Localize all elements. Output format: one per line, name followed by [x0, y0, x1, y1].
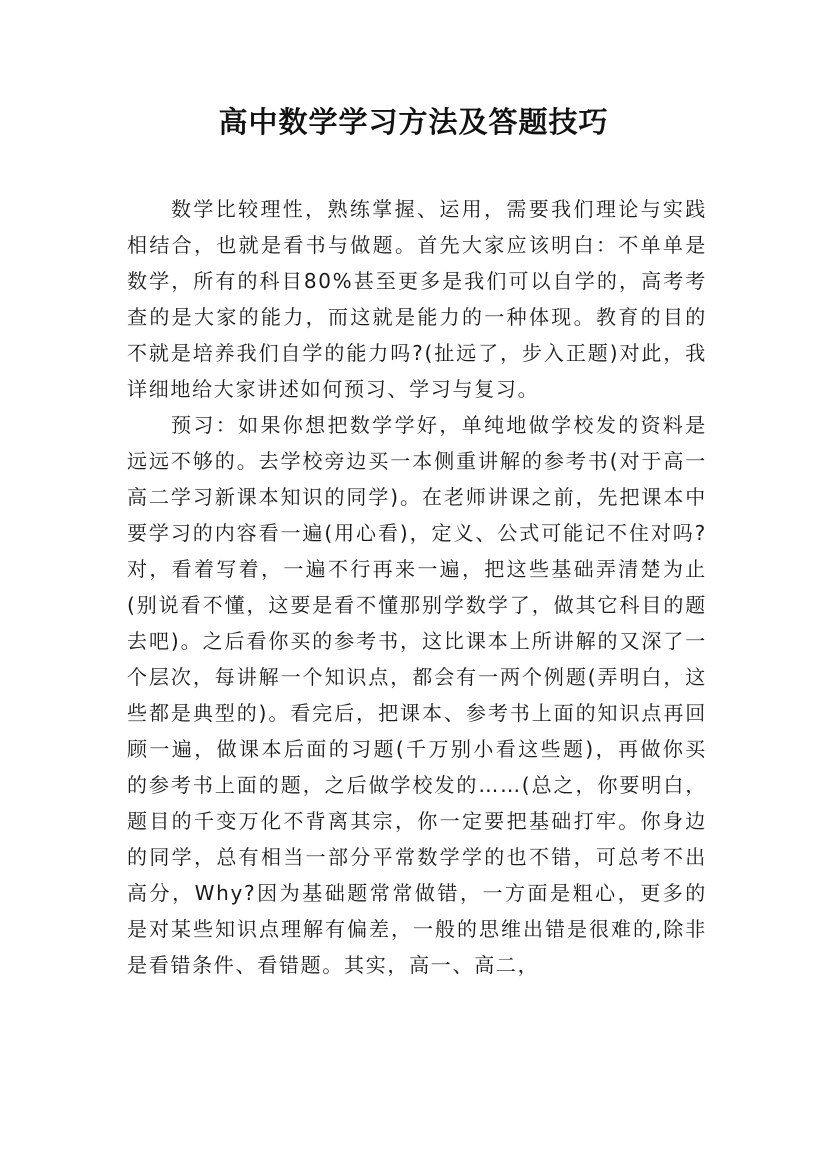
paragraph-intro: 数学比较理性，熟练掌握、运用，需要我们理论与实践相结合，也就是看书与做题。首先大家应该明白：不单单是数学，所有的科目80%甚至更多是我们可以自学的，高考考查的是大家的能力，而这就是能力的一种体现。教育的目的不就是培养我们自学的能力吗?(扯远了，步入正题)对此，我详细地给大家讲述如何预习、学习与复习。 — [127, 197, 707, 401]
document-body — [127, 191, 707, 983]
document-title: 高中数学学习方法及答题技巧 — [218, 105, 609, 139]
paragraph-preview: 预习：如果你想把数学学好，单纯地做学校发的资料是远远不够的。去学校旁边买一本侧重讲解的参考书(对于高一高二学习新课本知识的同学)。在老师讲课之前，先把课本中要学习的内容看一遍(用心看)，定义、公式可能记不住对吗?对，看着写着，一遍不行再来一遍，把这些基础弄清楚为止(别说看不懂，这要是看不懂那别学数学了，做其它科目的题去吧)。之后看你买的参考书，这比课本上所讲解的又深了一个层次，每讲解一个知识点，都会有一两个例题(弄明白，这些都是典型的)。看完后，把课本、参考书上面的知识点再回顾一遍，做课本后面的习题(千万别小看这些题)，再做你买的参考书上面的题，之后做学校发的……(总之，你要明白，题目的千变万化不背离其宗，你一定要把基础打牢。你身边的同学，总有相当一部分平常数学学的也不错，可总考不出高分，Why?因为基础题常常做错，一方面是粗心，更多的是对某些知识点理解有偏差，一般的思维出错是很难的,除非是看错条件、看错题。其实，高一、高二， — [127, 413, 707, 977]
